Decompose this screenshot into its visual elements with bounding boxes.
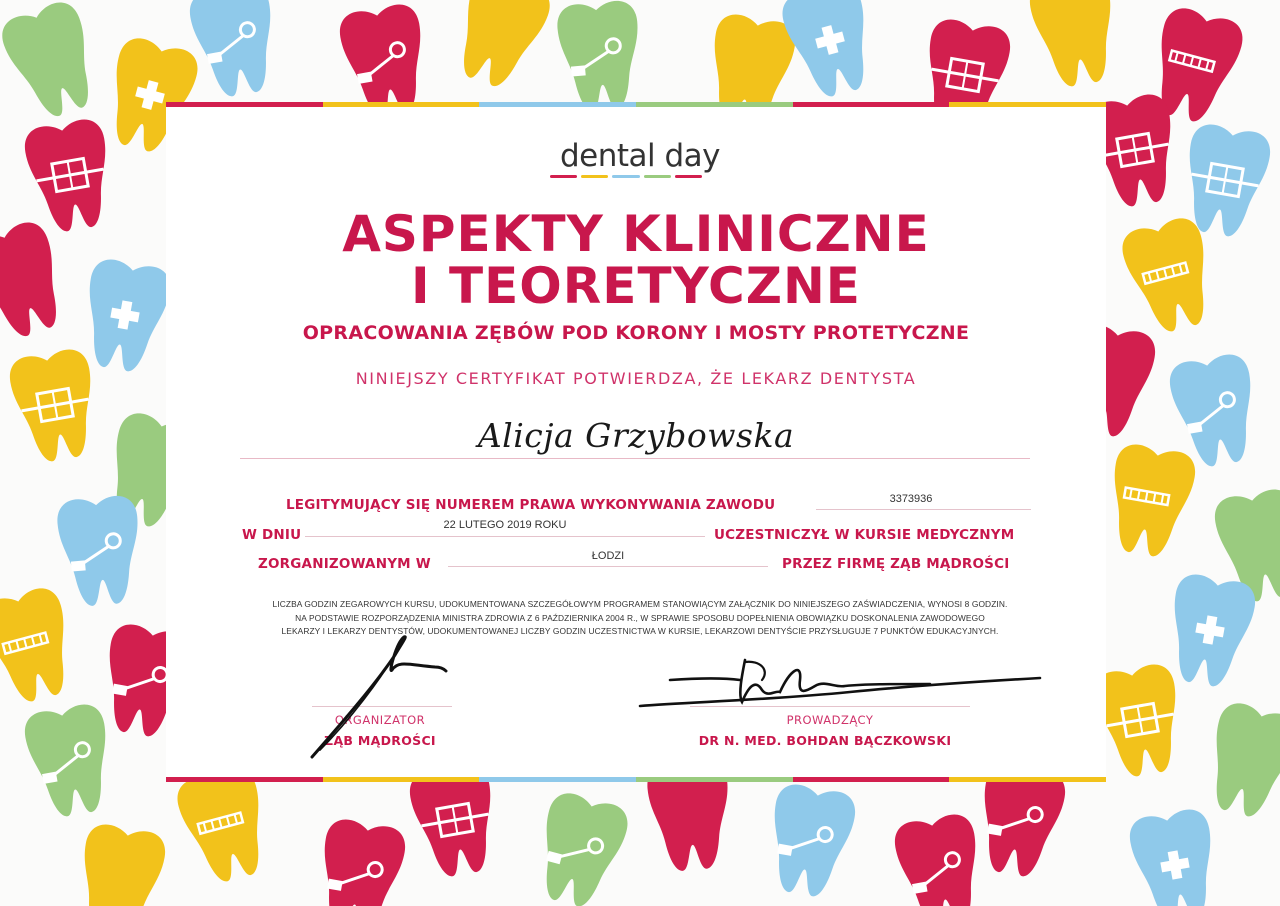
instructor-role: PROWADZĄCY	[786, 713, 874, 727]
date-line	[305, 536, 705, 537]
fine-print-line-2: NA PODSTAWIE ROZPORZĄDZENIA MINISTRA ZDROWIA Z 6 PAŹDZIERNIKA 2004 R., W SPRAWIE SPOSOBU DOPEŁNIENIA OBOWIĄZKU DOSKONALENIA ZAWODOWEGO	[295, 612, 985, 623]
date-label: W DNIU	[242, 527, 302, 543]
certifies-statement: NINIEJSZY CERTYFIKAT POTWIERDZA, ŻE LEKARZ DENTYSTA	[355, 369, 917, 388]
license-label: LEGITYMUJĄCY SIĘ NUMEREM PRAWA WYKONYWANIA ZAWODU	[286, 497, 776, 513]
company-label: PRZEZ FIRMĘ ZĄB MĄDROŚCI	[782, 556, 1010, 572]
logo-color-bars	[550, 175, 702, 178]
organizer-name: ZĄB MĄDROŚCI	[324, 733, 436, 748]
title-line-1: ASPEKTY KLINICZNE	[342, 205, 930, 263]
fine-print-line-3: LEKARZY I LEKARZY DENTYSTÓW, UDOKUMENTOWANEJ LICZBY GODZIN UCZESTNICTWA W KURSIE, LEKARZOWI DENTYŚCIE PRZYSŁUGUJE 7 PUNKTÓW EDUKACYJNYCH.	[281, 626, 999, 636]
color-stripe-top	[166, 102, 1106, 107]
participated-label: UCZESTNICZYŁ W KURSIE MEDYCZNYM	[714, 527, 1015, 543]
title-line-2: I TEORETYCZNE	[411, 257, 861, 315]
city-value: ŁODZI	[591, 550, 625, 562]
license-line	[816, 509, 1031, 510]
date-value: 22 LUTEGO 2019 ROKU	[443, 519, 567, 531]
color-stripe-bottom	[166, 777, 1106, 782]
instructor-signature	[630, 640, 1050, 720]
course-subtitle: OPRACOWANIA ZĘBÓW POD KORONY I MOSTY PROTETYCZNE	[302, 322, 970, 344]
city-line	[448, 566, 768, 567]
instructor-name: DR N. MED. BOHDAN BĄCZKOWSKI	[698, 733, 952, 748]
organized-label: ZORGANIZOWANYM W	[258, 556, 431, 572]
organizer-role: ORGANIZATOR	[334, 713, 426, 727]
dental-day-logo: dental day	[559, 138, 721, 174]
recipient-name: Alicja Grzybowska	[477, 416, 795, 455]
license-value: 3373936	[889, 493, 933, 505]
recipient-name-line	[240, 458, 1030, 459]
fine-print-line-1: LICZBA GODZIN ZEGAROWYCH KURSU, UDOKUMENTOWANA SZCZEGÓŁOWYM PROGRAMEM STANOWIĄCYM ZAŁĄCZNIK DO NINIEJSZEGO ZAŚWIADCZENIA, WYNOSI 8 GODZIN.	[272, 599, 1008, 609]
organizer-signature	[300, 625, 480, 765]
